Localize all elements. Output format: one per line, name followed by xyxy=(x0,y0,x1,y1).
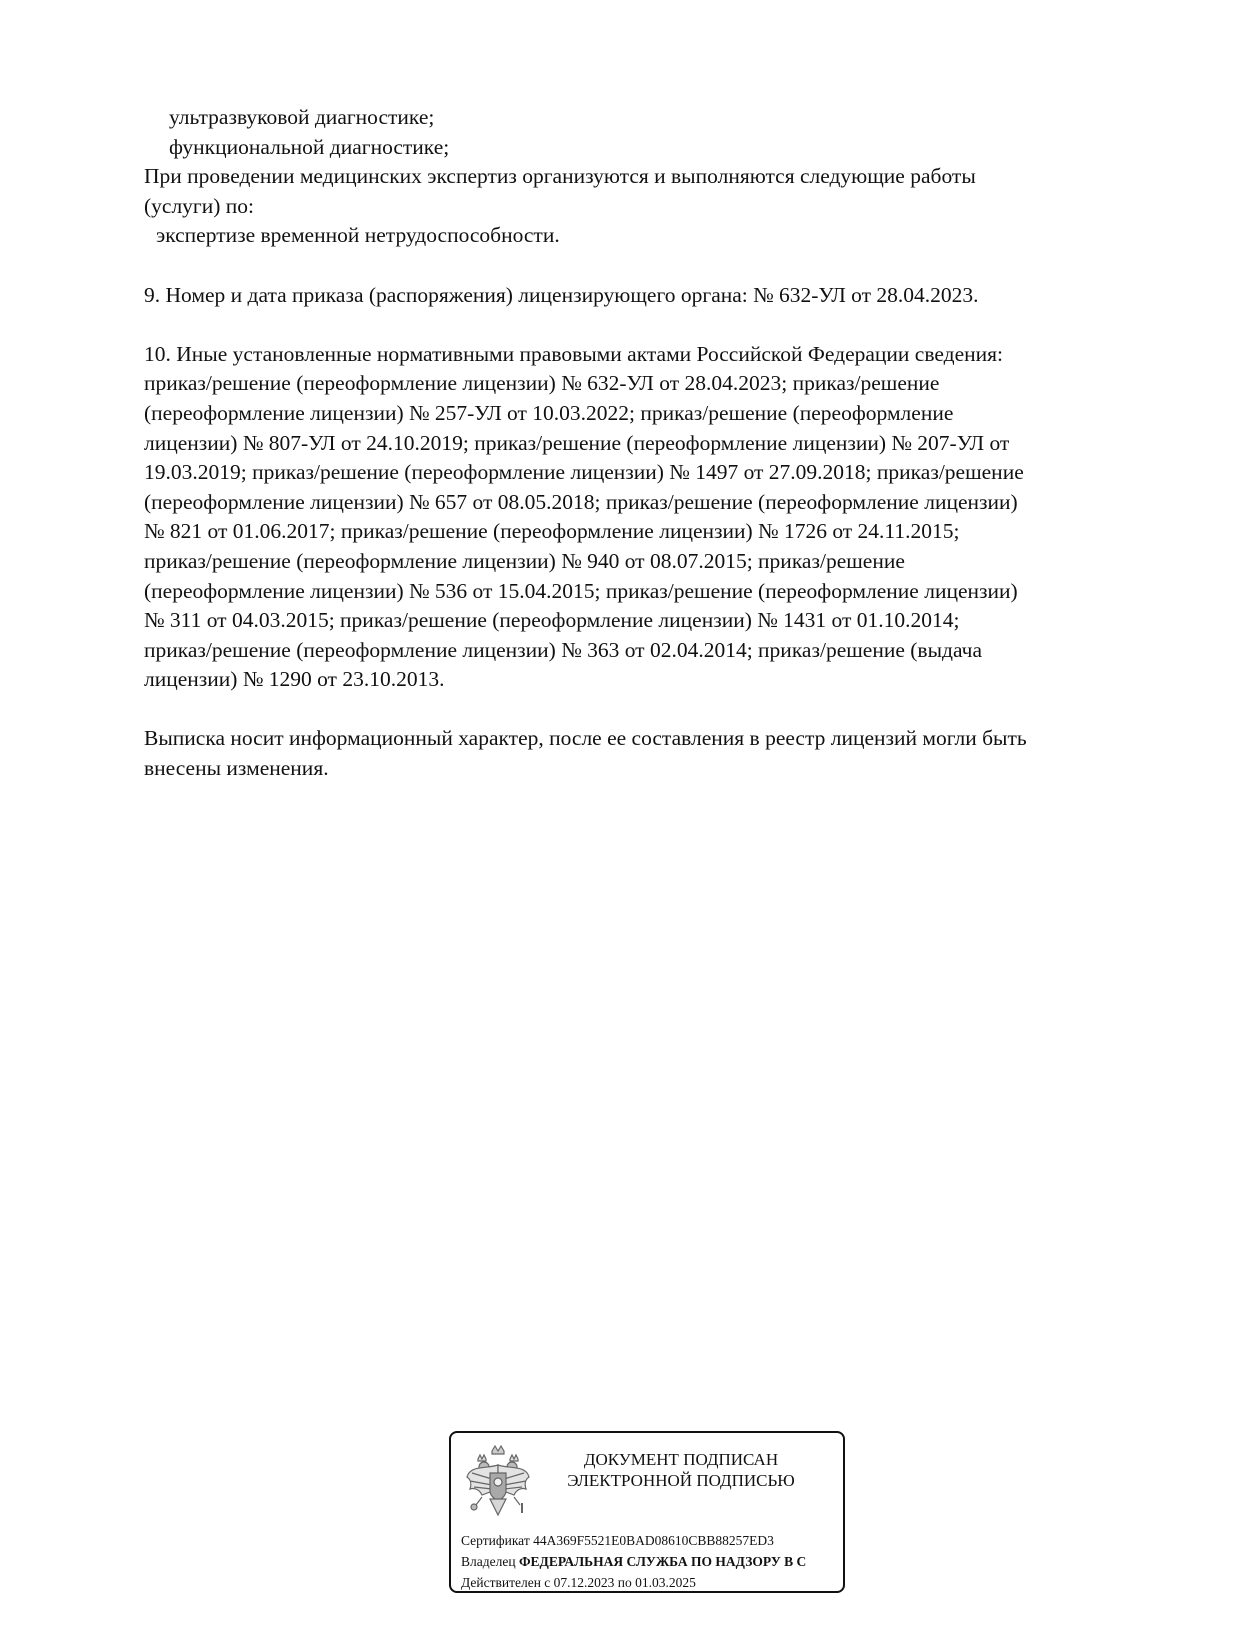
owner-label: Владелец xyxy=(461,1554,519,1569)
paragraph-line: (переоформление лицензии) № 257-УЛ от 10.03.2022; приказ/решение (переоформление xyxy=(144,400,954,425)
paragraph-line: (услуги) по: xyxy=(144,193,255,218)
paragraph-line: (переоформление лицензии) № 536 от 15.04.2015; приказ/решение (переоформление лицензии) xyxy=(144,578,1018,603)
document-body xyxy=(144,103,1154,784)
stamp-title-line: ЭЛЕКТРОННОЙ ПОДПИСЬЮ xyxy=(567,1471,795,1490)
spacer xyxy=(144,695,1154,725)
list-item: функциональной диагностике; xyxy=(169,134,450,159)
paragraph-line: 19.03.2019; приказ/решение (переоформление лицензии) № 1497 от 27.09.2018; приказ/решение xyxy=(144,460,1024,485)
disclaimer-note xyxy=(144,724,1154,783)
owner-value: ФЕДЕРАЛЬНАЯ СЛУЖБА ПО НАДЗОРУ В С xyxy=(518,1554,807,1569)
paragraph-line: лицензии) № 1290 от 23.10.2013. xyxy=(144,667,445,692)
certificate-number: Сертификат 44A369F5521E0BAD08610CBB88257ED3 xyxy=(461,1533,774,1548)
stamp-details xyxy=(461,1530,806,1593)
list-item: экспертизе временной нетрудоспособности. xyxy=(156,223,560,248)
stamp-title xyxy=(546,1449,816,1491)
paragraph-line: лицензии) № 807-УЛ от 24.10.2019; приказ/решение (переоформление лицензии) № 207-УЛ от xyxy=(144,430,1010,455)
paragraph-line: Выписка носит информационный характер, после ее составления в реестр лицензий могли быть xyxy=(144,726,1027,751)
paragraph-line: № 311 от 04.03.2015; приказ/решение (переоформление лицензии) № 1431 от 01.10.2014; xyxy=(144,608,960,633)
russian-coat-of-arms-icon xyxy=(464,1443,532,1521)
paragraph-line: приказ/решение (переоформление лицензии) № 363 от 02.04.2014; приказ/решение (выдача xyxy=(144,637,982,662)
paragraph-line: 10. Иные установленные нормативными правовыми актами Российской Федерации сведения: xyxy=(144,341,1003,366)
paragraph-line: При проведении медицинских экспертиз организуются и выполняются следующие работы xyxy=(144,164,976,189)
item-10-other-info xyxy=(144,340,1154,695)
paragraph-line: внесены изменения. xyxy=(144,756,329,781)
certificate-validity: Действителен с 07.12.2023 по 01.03.2025 xyxy=(461,1575,696,1590)
list-item: ультразвуковой диагностике; xyxy=(169,105,435,129)
electronic-signature-stamp xyxy=(449,1431,845,1593)
spacer xyxy=(144,251,1154,281)
item-9-order-number: 9. Номер и дата приказа (распоряжения) лицензирующего органа: № 632-УЛ от 28.04.2023. xyxy=(144,282,979,307)
stamp-title-line: ДОКУМЕНТ ПОДПИСАН xyxy=(583,1450,779,1469)
paragraph-line: приказ/решение (переоформление лицензии) № 940 от 08.07.2015; приказ/решение xyxy=(144,548,905,573)
certificate-owner xyxy=(461,1551,806,1572)
spacer xyxy=(144,310,1154,340)
paragraph-line: (переоформление лицензии) № 657 от 08.05.2018; приказ/решение (переоформление лицензии) xyxy=(144,489,1018,514)
paragraph-line: № 821 от 01.06.2017; приказ/решение (переоформление лицензии) № 1726 от 24.11.2015; xyxy=(144,519,960,544)
paragraph-line: приказ/решение (переоформление лицензии) № 632-УЛ от 28.04.2023; приказ/решение xyxy=(144,371,940,396)
